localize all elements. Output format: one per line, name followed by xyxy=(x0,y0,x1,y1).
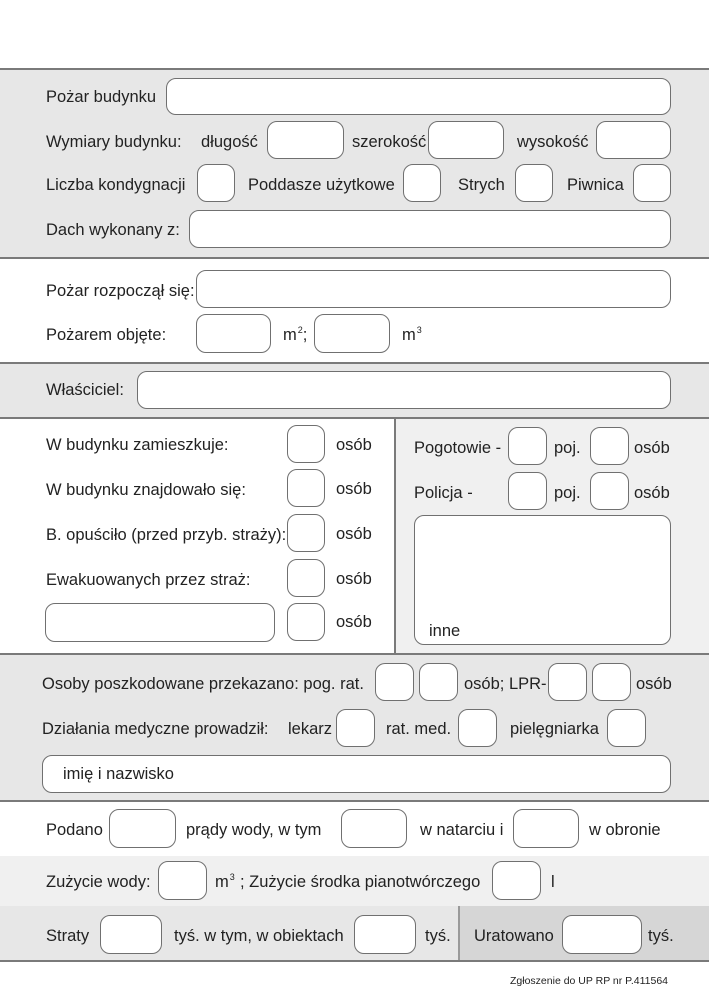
transferred-label: Osoby poszkodowane przekazano: pog. rat. xyxy=(42,675,364,693)
water-usage-label: Zużycie wody: xyxy=(46,873,151,891)
police-vehicles-field[interactable] xyxy=(508,472,547,510)
left-label: B. opuściło (przed przyb. straży): xyxy=(46,526,287,544)
usable-attic-field[interactable] xyxy=(403,164,441,202)
owner-label: Właściciel: xyxy=(46,381,124,399)
roof-field[interactable] xyxy=(189,210,671,248)
residents-label: W budynku zamieszkuje: xyxy=(46,436,229,454)
fire-started-label: Pożar rozpoczął się: xyxy=(46,282,195,300)
police-vehicles-unit: poj. xyxy=(554,484,581,502)
volume-field[interactable] xyxy=(314,314,390,353)
attack-label: w natarciu i xyxy=(420,821,504,839)
section-divider xyxy=(0,960,709,962)
height-label: wysokość xyxy=(517,133,589,151)
rescue-count-field-1[interactable] xyxy=(375,663,414,701)
section-divider xyxy=(0,800,709,802)
ambulance-persons-field[interactable] xyxy=(590,427,629,465)
defense-label: w obronie xyxy=(589,821,661,839)
losses-label: Straty xyxy=(46,927,90,945)
police-label: Policja - xyxy=(414,484,473,502)
roof-label: Dach wykonany z: xyxy=(46,221,180,239)
water-usage-unit: $m^3$ xyxy=(215,872,235,891)
evacuated-unit: osób xyxy=(336,570,372,588)
volume-unit: $m^3$ xyxy=(402,325,422,344)
lpr-unit: osób xyxy=(636,675,672,693)
doctor-label: lekarz xyxy=(288,720,333,738)
police-persons-field[interactable] xyxy=(590,472,629,510)
residents-field[interactable] xyxy=(287,425,325,463)
name-field[interactable] xyxy=(42,755,671,793)
other-people-field[interactable] xyxy=(45,603,275,642)
form-number: Zgłoszenie do UP RP nr P.411564 xyxy=(510,975,668,987)
present-label: W budynku znajdowało się: xyxy=(46,481,246,499)
lpr-count-field-1[interactable] xyxy=(548,663,587,701)
streams-label: prądy wody, w tym xyxy=(186,821,322,839)
present-unit: osób xyxy=(336,480,372,498)
given-label: Podano xyxy=(46,821,103,839)
losses-objects-label: tyś. w tym, w obiektach xyxy=(174,927,344,945)
fire-building-label: Pożar budynku xyxy=(46,88,157,106)
width-label: szerokość xyxy=(352,133,427,151)
owner-field[interactable] xyxy=(137,371,671,409)
police-persons-unit: osób xyxy=(634,484,670,502)
dimensions-label: Wymiary budynku: xyxy=(46,133,182,151)
paramedic-label: rat. med. xyxy=(386,720,452,738)
basement-label: Piwnica xyxy=(567,176,624,194)
left-field[interactable] xyxy=(287,514,325,552)
width-field[interactable] xyxy=(428,121,504,159)
usable-attic-label: Poddasze użytkowe xyxy=(248,176,395,194)
nurse-label: pielęgniarka xyxy=(510,720,599,738)
area-unit: $m^2$; xyxy=(283,325,308,344)
fire-covered-label: Pożarem objęte: xyxy=(46,326,167,344)
saved-unit: tyś. xyxy=(648,927,674,945)
streams-field[interactable] xyxy=(109,809,176,848)
doctor-field[interactable] xyxy=(336,709,375,747)
attic-label: Strych xyxy=(458,176,505,194)
area-field[interactable] xyxy=(196,314,271,353)
foam-label: ; Zużycie środka pianotwórczego xyxy=(240,873,481,891)
losses-objects-field[interactable] xyxy=(354,915,416,954)
other-people-count-field[interactable] xyxy=(287,603,325,641)
evacuated-field[interactable] xyxy=(287,559,325,597)
rescue-count-field-2[interactable] xyxy=(419,663,458,701)
ambulance-vehicles-unit: poj. xyxy=(554,439,581,457)
paramedic-field[interactable] xyxy=(458,709,497,747)
losses-objects-unit: tyś. xyxy=(425,927,451,945)
other-services-label: inne xyxy=(429,622,461,640)
other-people-unit: osób xyxy=(336,613,372,631)
attack-field[interactable] xyxy=(341,809,407,848)
saved-field[interactable] xyxy=(562,915,642,954)
defense-field[interactable] xyxy=(513,809,579,848)
fire-building-field[interactable] xyxy=(166,78,671,115)
floors-field[interactable] xyxy=(197,164,235,202)
ambulance-label: Pogotowie - xyxy=(414,439,502,457)
foam-field[interactable] xyxy=(492,861,541,900)
persons-lpr-label: osób; LPR- xyxy=(464,675,547,693)
length-field[interactable] xyxy=(267,121,344,159)
lpr-count-field-2[interactable] xyxy=(592,663,631,701)
ambulance-persons-unit: osób xyxy=(634,439,670,457)
foam-unit: l xyxy=(551,873,555,891)
present-field[interactable] xyxy=(287,469,325,507)
medical-actions-label: Działania medyczne prowadził: xyxy=(42,720,269,738)
water-usage-field[interactable] xyxy=(158,861,207,900)
saved-label: Uratowano xyxy=(474,927,554,945)
nurse-field[interactable] xyxy=(607,709,646,747)
losses-field[interactable] xyxy=(100,915,162,954)
residents-unit: osób xyxy=(336,436,372,454)
vertical-divider xyxy=(458,906,460,960)
evacuated-label: Ewakuowanych przez straż: xyxy=(46,571,251,589)
basement-field[interactable] xyxy=(633,164,671,202)
other-services-field[interactable] xyxy=(414,515,671,645)
section-divider xyxy=(0,257,709,259)
height-field[interactable] xyxy=(596,121,671,159)
vertical-divider xyxy=(394,419,396,653)
attic-field[interactable] xyxy=(515,164,553,202)
ambulance-vehicles-field[interactable] xyxy=(508,427,547,465)
fire-started-field[interactable] xyxy=(196,270,671,308)
name-field-label: imię i nazwisko xyxy=(63,765,174,783)
length-label: długość xyxy=(201,133,258,151)
left-unit: osób xyxy=(336,525,372,543)
floors-label: Liczba kondygnacji xyxy=(46,176,186,194)
